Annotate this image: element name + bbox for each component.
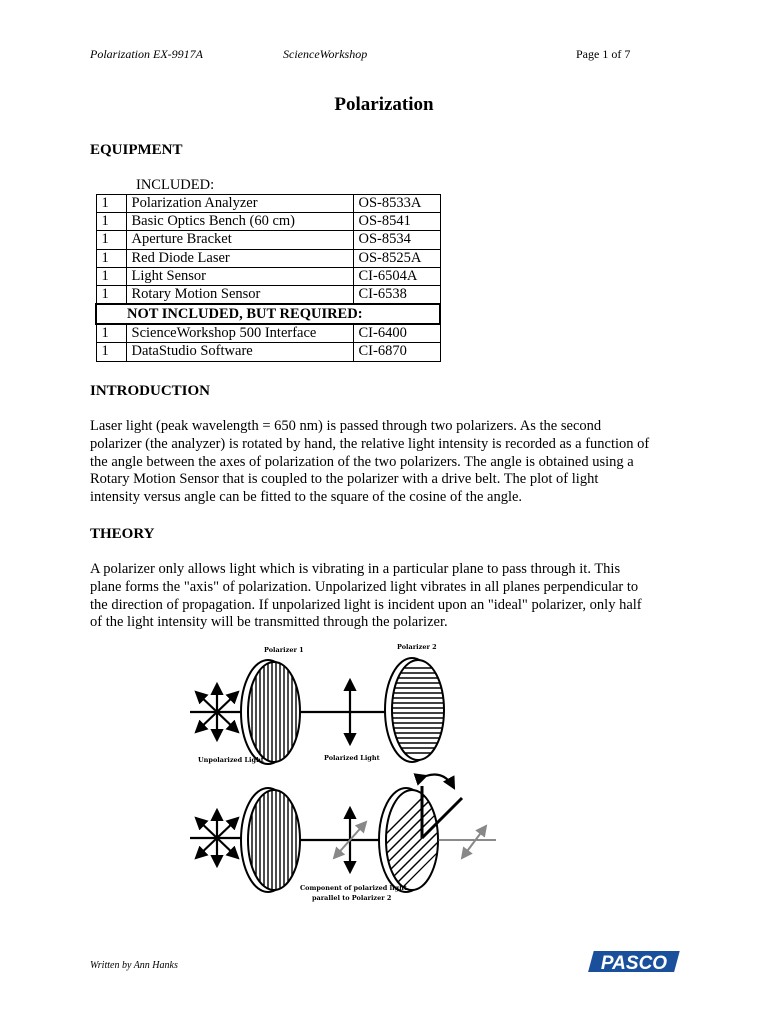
- item-part: OS-8534: [353, 231, 440, 249]
- table-row: [96, 324, 440, 343]
- text-line: intensity versus angle can be fitted to the square of the cosine of the angle.: [90, 489, 523, 506]
- polarizer1-vertical-icon: [241, 660, 300, 764]
- text-line: plane forms the "axis" of polarization. Unpolarized light vibrates in all planes perpendicular to: [90, 578, 639, 595]
- transmitted-component-icon: [438, 826, 496, 858]
- text-line: the direction of propagation. If unpolarized light is incident upon an "ideal" polarizer, only half: [90, 596, 642, 613]
- header-product: ScienceWorkshop: [283, 47, 368, 61]
- polarized-beam: [300, 808, 388, 872]
- item-name: Aperture Bracket: [126, 231, 353, 249]
- item-name: Polarization Analyzer: [126, 195, 353, 213]
- item-name: Light Sensor: [126, 267, 353, 285]
- item-name: DataStudio Software: [126, 343, 353, 361]
- table-row: [96, 249, 440, 267]
- unpolarized-arrows-icon: [190, 810, 244, 866]
- polarization-diagram: [180, 640, 510, 910]
- polarizer2-horizontal-icon: [385, 658, 446, 762]
- theory-paragraph: [90, 561, 690, 632]
- table-row: [96, 285, 440, 304]
- polarizer2-label: Polarizer 2: [397, 643, 437, 651]
- theory-heading: THEORY: [90, 526, 155, 542]
- table-row: [96, 343, 440, 361]
- table-row: [96, 231, 440, 249]
- unpolarized-light-label: Unpolarized Light: [198, 756, 264, 764]
- table-row: [96, 195, 440, 213]
- page-title: Polarization: [334, 94, 434, 115]
- item-part: CI-6400: [353, 324, 440, 343]
- introduction-heading: INTRODUCTION: [90, 383, 211, 399]
- unpolarized-arrows-icon: [190, 684, 244, 740]
- item-qty: 1: [96, 213, 126, 231]
- item-name: Red Diode Laser: [126, 249, 353, 267]
- item-part: OS-8533A: [353, 195, 440, 213]
- logo-text: PASCO: [600, 953, 668, 974]
- item-name: Rotary Motion Sensor: [126, 285, 353, 304]
- component-label-line1: Component of polarized light: [300, 884, 407, 892]
- header-page-number: Page 1 of 7: [576, 47, 631, 61]
- not-included-label: NOT INCLUDED, BUT REQUIRED:: [96, 304, 440, 324]
- pasco-logo: [588, 950, 680, 974]
- equipment-heading: EQUIPMENT: [90, 142, 183, 158]
- item-qty: 1: [96, 285, 126, 304]
- item-qty: 1: [96, 231, 126, 249]
- polarizer1-vertical-icon: [241, 788, 300, 892]
- item-part: OS-8541: [353, 213, 440, 231]
- text-line: Rotary Motion Sensor that is coupled to the polarizer with a drive belt. The plot of light: [90, 471, 599, 488]
- text-line: Laser light (peak wavelength = 650 nm) is passed through two polarizers. As the second: [90, 418, 602, 434]
- polarizer1-label: Polarizer 1: [264, 646, 304, 654]
- introduction-paragraph: [90, 418, 690, 507]
- item-qty: 1: [96, 343, 126, 361]
- table-row: [96, 213, 440, 231]
- item-qty: 1: [96, 324, 126, 343]
- header-doc-id: Polarization EX-9917A: [90, 47, 203, 61]
- text-line: the angle between the axes of polarization of the two polarizers. The angle is obtained using a: [90, 453, 634, 470]
- text-line: of the light intensity will be transmitted through the polarizer.: [90, 614, 448, 631]
- item-qty: 1: [96, 267, 126, 285]
- polarized-light-label: Polarized Light: [324, 754, 380, 762]
- text-line: polarizer (the analyzer) is rotated by hand, the relative light intensity is recorded as a function of: [90, 435, 650, 452]
- not-included-row: [96, 304, 440, 324]
- footer-author: Written by Ann Hanks: [90, 960, 178, 971]
- equipment-table: [95, 194, 441, 362]
- table-row: [96, 267, 440, 285]
- item-part: CI-6504A: [353, 267, 440, 285]
- item-part: OS-8525A: [353, 249, 440, 267]
- included-label: INCLUDED:: [136, 177, 215, 193]
- item-name: Basic Optics Bench (60 cm): [126, 213, 353, 231]
- item-name: ScienceWorkshop 500 Interface: [126, 324, 353, 343]
- item-part: CI-6538: [353, 285, 440, 304]
- text-line: A polarizer only allows light which is vibrating in a particular plane to pass through it. This: [90, 561, 621, 577]
- polarized-beam: [300, 680, 392, 744]
- item-qty: 1: [96, 195, 126, 213]
- component-label-line2: parallel to Polarizer 2: [312, 894, 392, 902]
- item-qty: 1: [96, 249, 126, 267]
- item-part: CI-6870: [353, 343, 440, 361]
